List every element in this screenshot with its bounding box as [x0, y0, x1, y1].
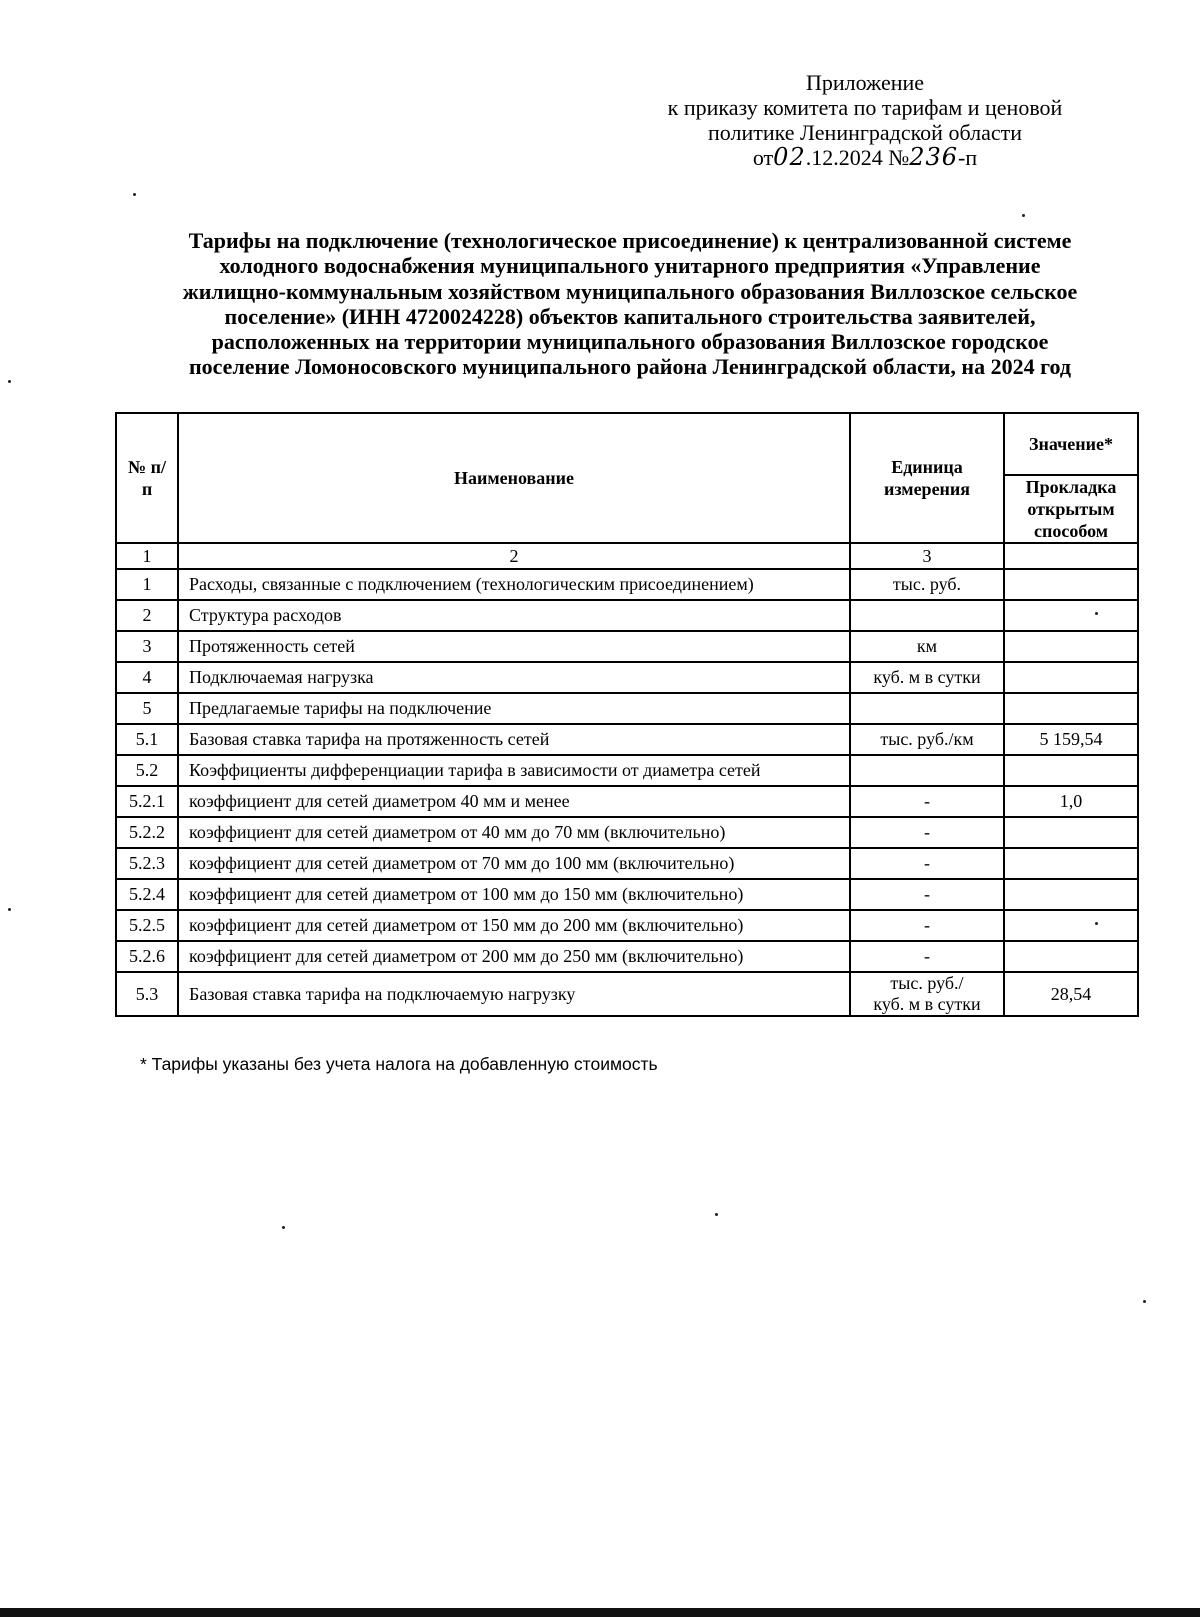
table-row — [116, 569, 1138, 600]
table-row — [116, 941, 1138, 972]
row-name: коэффициент для сетей диаметром от 70 мм до 100 мм (включительно) — [178, 848, 850, 879]
document-title — [120, 228, 1140, 380]
row-value: 28,54 — [1004, 972, 1138, 1016]
row-name: коэффициент для сетей диаметром 40 мм и менее — [178, 786, 850, 817]
row-value — [1004, 631, 1138, 662]
row-name: коэффициент для сетей диаметром от 40 мм до 70 мм (включительно) — [178, 817, 850, 848]
row-unit: - — [850, 941, 1004, 972]
title-line: расположенных на территории муниципального образования Виллозское городское — [211, 329, 1049, 355]
row-value — [1004, 755, 1138, 786]
table-row — [116, 972, 1138, 1016]
scan-speck — [1095, 922, 1098, 925]
footnote: * Тарифы указаны без учета налога на добавленную стоимость — [140, 1054, 658, 1074]
row-unit: - — [850, 817, 1004, 848]
title-line: холодного водоснабжения муниципального унитарного предприятия «Управление — [219, 253, 1041, 279]
row-num: 5.2 — [116, 755, 178, 786]
row-num: 3 — [116, 631, 178, 662]
handwritten-order-number: 236 — [909, 143, 959, 171]
row-value — [1004, 910, 1138, 941]
scan-speck — [8, 908, 11, 911]
scan-speck — [715, 1213, 718, 1216]
row-unit: тыс. руб./км — [850, 724, 1004, 755]
table-row — [116, 755, 1138, 786]
row-unit-line: тыс. руб./ — [890, 973, 964, 993]
handwritten-day: 02 — [773, 143, 806, 171]
row-name: Коэффициенты дифференциации тарифа в зависимости от диаметра сетей — [178, 755, 850, 786]
scan-speck — [133, 193, 136, 196]
row-value — [1004, 600, 1138, 631]
scan-speck — [1143, 1300, 1146, 1303]
column-index-row — [116, 543, 1138, 569]
row-num: 5 — [116, 693, 178, 724]
appendix-date-line — [600, 145, 1130, 170]
table-row — [116, 848, 1138, 879]
header-unit: Единица измерения — [850, 413, 1004, 543]
scan-edge-bar — [0, 1608, 1200, 1617]
row-num: 5.3 — [116, 972, 178, 1016]
row-num: 5.2.5 — [116, 910, 178, 941]
row-unit: - — [850, 879, 1004, 910]
table-row — [116, 631, 1138, 662]
row-value — [1004, 941, 1138, 972]
row-unit: - — [850, 848, 1004, 879]
row-value — [1004, 848, 1138, 879]
row-num: 5.2.6 — [116, 941, 178, 972]
index-cell: 3 — [850, 543, 1004, 569]
table-row — [116, 817, 1138, 848]
scan-speck — [282, 1226, 285, 1229]
row-value — [1004, 879, 1138, 910]
title-line: Тарифы на подключение (технологическое присоединение) к централизованной системе — [188, 228, 1072, 253]
row-value — [1004, 817, 1138, 848]
index-cell: 1 — [116, 543, 178, 569]
header-value-sub: Прокладка открытым способом — [1004, 475, 1138, 543]
row-name: коэффициент для сетей диаметром от 200 мм до 250 мм (включительно) — [178, 941, 850, 972]
row-unit: км — [850, 631, 1004, 662]
scan-speck — [8, 380, 11, 383]
scan-speck — [1095, 612, 1098, 615]
row-unit — [850, 755, 1004, 786]
row-unit: - — [850, 786, 1004, 817]
appendix-order-ref: к приказу комитета по тарифам и ценовой — [667, 95, 1063, 120]
row-value — [1004, 569, 1138, 600]
row-num: 5.2.1 — [116, 786, 178, 817]
row-unit — [850, 693, 1004, 724]
appendix-authority: политике Ленинградской области — [707, 120, 1022, 145]
row-name: коэффициент для сетей диаметром от 150 мм до 200 мм (включительно) — [178, 910, 850, 941]
row-name: Базовая ставка тарифа на подключаемую нагрузку — [178, 972, 850, 1016]
row-num: 1 — [116, 569, 178, 600]
order-suffix: -п — [958, 145, 978, 170]
row-unit — [850, 972, 1004, 1016]
title-line: поселение» (ИНН 4720024228) объектов капитального строительства заявителей, — [224, 303, 1036, 329]
appendix-title: Приложение — [805, 70, 925, 95]
row-num: 5.2.4 — [116, 879, 178, 910]
table-row — [116, 662, 1138, 693]
row-num: 5.2.2 — [116, 817, 178, 848]
row-name: Базовая ставка тарифа на протяженность сетей — [178, 724, 850, 755]
row-name: коэффициент для сетей диаметром от 100 мм до 150 мм (включительно) — [178, 879, 850, 910]
row-value — [1004, 662, 1138, 693]
row-num: 5.1 — [116, 724, 178, 755]
table-row — [116, 879, 1138, 910]
table-row — [116, 693, 1138, 724]
row-value: 5 159,54 — [1004, 724, 1138, 755]
header-name: Наименование — [178, 413, 850, 543]
row-name: Подключаемая нагрузка — [178, 662, 850, 693]
index-cell — [1004, 543, 1138, 569]
row-name: Предлагаемые тарифы на подключение — [178, 693, 850, 724]
date-rest: .12.2024 № — [805, 145, 910, 170]
table-header-row — [116, 413, 1138, 475]
row-num: 2 — [116, 600, 178, 631]
row-unit: куб. м в сутки — [850, 662, 1004, 693]
row-unit — [850, 600, 1004, 631]
tariff-table — [115, 412, 1139, 1017]
index-cell: 2 — [178, 543, 850, 569]
table-row — [116, 910, 1138, 941]
row-name: Расходы, связанные с подключением (технологическим присоединением) — [178, 569, 850, 600]
row-name: Структура расходов — [178, 600, 850, 631]
row-unit: тыс. руб. — [850, 569, 1004, 600]
header-num: № п/п — [116, 413, 178, 543]
title-line: жилищно-коммунальным хозяйством муниципального образования Виллозское сельское — [182, 278, 1078, 304]
appendix-header — [600, 70, 1130, 170]
row-unit-line: куб. м в сутки — [873, 994, 981, 1014]
row-name: Протяженность сетей — [178, 631, 850, 662]
header-value-group: Значение* — [1004, 413, 1138, 475]
scan-speck — [1022, 214, 1025, 217]
row-num: 5.2.3 — [116, 848, 178, 879]
table-row — [116, 786, 1138, 817]
title-line: поселение Ломоносовского муниципального района Ленинградской области, на 2024 год — [188, 354, 1072, 380]
row-num: 4 — [116, 662, 178, 693]
table-row — [116, 600, 1138, 631]
row-value: 1,0 — [1004, 786, 1138, 817]
row-value — [1004, 693, 1138, 724]
row-unit: - — [850, 910, 1004, 941]
date-prefix: от — [752, 145, 774, 170]
table-row — [116, 724, 1138, 755]
